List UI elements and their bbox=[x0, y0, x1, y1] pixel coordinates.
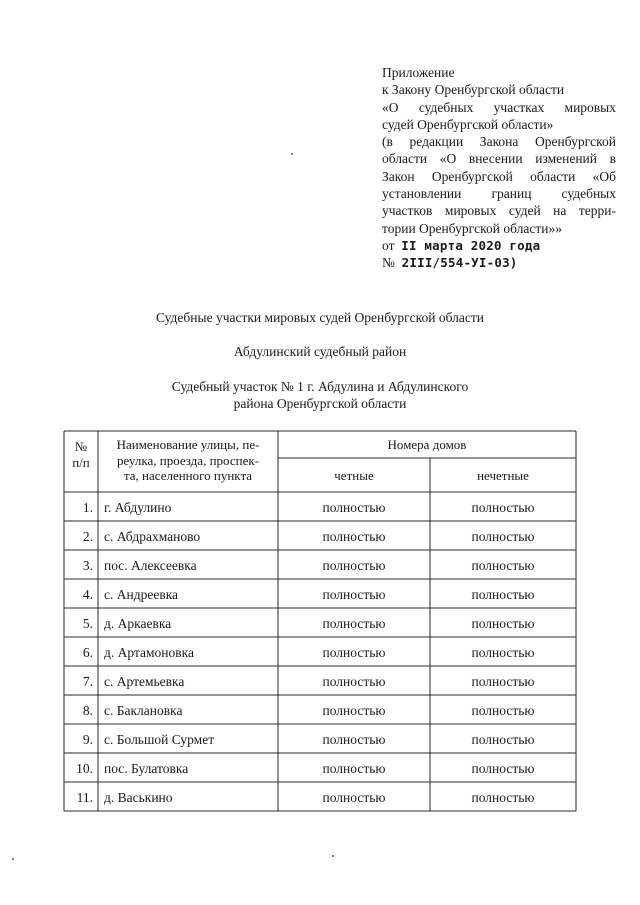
row-name: пос. Булатовка bbox=[104, 761, 189, 776]
row-name: г. Абдулино bbox=[104, 500, 172, 515]
row-odd: полностью bbox=[471, 645, 535, 660]
header-name bbox=[98, 437, 278, 484]
row-number: 6. bbox=[82, 645, 93, 660]
date-value: II марта 2020 года bbox=[401, 237, 541, 253]
row-odd: полностью bbox=[471, 616, 535, 631]
row-name: д. Артамоновка bbox=[104, 645, 194, 660]
row-name: с. Баклановка bbox=[104, 703, 183, 718]
header-house-numbers: Номера домов bbox=[387, 437, 467, 452]
header-name-line1: Наименование улицы, пе- bbox=[116, 437, 260, 452]
row-odd: полностью bbox=[471, 732, 535, 747]
appendix-line: тории Оренбургской области»» bbox=[382, 220, 562, 236]
row-odd: полностью bbox=[471, 674, 535, 689]
appendix-line: участков мировых судей на терри- bbox=[382, 203, 616, 219]
row-odd: полностью bbox=[471, 761, 535, 776]
header-name-line2: реулка, проезда, проспек- bbox=[116, 452, 259, 468]
row-name: д. Васькино bbox=[104, 790, 173, 805]
row-even: полностью bbox=[322, 587, 386, 602]
section-heading-line2: района Оренбургской области bbox=[233, 396, 407, 411]
row-name: с. Андреевка bbox=[104, 587, 179, 602]
appendix-line: (в редакции Закона Оренбургской bbox=[382, 134, 616, 150]
header-even: четные bbox=[334, 468, 374, 483]
row-odd: полностью bbox=[471, 703, 535, 718]
row-odd: полностью bbox=[471, 790, 535, 805]
row-number: 5. bbox=[82, 616, 93, 631]
district-heading: Абдулинский судебный район bbox=[233, 344, 407, 359]
scan-speck bbox=[12, 858, 14, 860]
row-number: 4. bbox=[82, 587, 93, 602]
row-odd: полностью bbox=[471, 500, 535, 515]
row-number: 3. bbox=[82, 558, 93, 573]
appendix-line: области «О внесении изменений в bbox=[382, 151, 616, 167]
appendix-line: Закон Оренбургской области «Об bbox=[382, 168, 616, 184]
scan-speck bbox=[332, 855, 334, 857]
row-number: 2. bbox=[82, 529, 93, 544]
date-prefix: от bbox=[382, 237, 395, 253]
appendix-line: «О судебных участках мировых bbox=[382, 99, 616, 115]
row-name: д. Аркаевка bbox=[104, 616, 172, 631]
scan-speck bbox=[291, 153, 293, 155]
row-number: 7. bbox=[82, 674, 93, 689]
row-number: 1. bbox=[82, 500, 93, 515]
appendix-line: судей Оренбургской области» bbox=[382, 116, 554, 132]
header-number-line1: № bbox=[74, 439, 88, 454]
row-even: полностью bbox=[322, 703, 386, 718]
appendix-line: к Закону Оренбургской области bbox=[382, 82, 565, 98]
appendix-line: Приложение bbox=[382, 65, 455, 80]
row-number: 9. bbox=[82, 732, 93, 747]
row-even: полностью bbox=[322, 732, 386, 747]
header-name-line3: та, населенного пункта bbox=[123, 468, 253, 483]
row-number: 10. bbox=[76, 761, 93, 776]
row-even: полностью bbox=[322, 500, 386, 515]
row-even: полностью bbox=[322, 645, 386, 660]
row-name: пос. Алексеевка bbox=[104, 558, 197, 573]
row-name: с. Большой Сурмет bbox=[104, 732, 215, 747]
number-value: 2III/554-УI-03) bbox=[401, 255, 518, 271]
section-heading-line1: Судебный участок № 1 г. Абдулина и Абдулинского bbox=[171, 379, 469, 394]
row-even: полностью bbox=[322, 761, 386, 776]
row-even: полностью bbox=[322, 529, 386, 544]
row-odd: полностью bbox=[471, 529, 535, 544]
row-even: полностью bbox=[322, 790, 386, 805]
header-odd: нечетные bbox=[477, 468, 529, 483]
number-prefix: № bbox=[382, 255, 395, 271]
row-odd: полностью bbox=[471, 558, 535, 573]
row-even: полностью bbox=[322, 558, 386, 573]
row-name: с. Абдрахманово bbox=[104, 529, 201, 544]
document-title: Судебные участки мировых судей Оренбургской области bbox=[155, 310, 484, 325]
header-number bbox=[64, 439, 98, 470]
row-odd: полностью bbox=[471, 587, 535, 602]
row-number: 8. bbox=[82, 703, 93, 718]
row-name: с. Артемьевка bbox=[104, 674, 185, 689]
header-number-line2: п/п bbox=[72, 454, 90, 470]
row-even: полностью bbox=[322, 616, 386, 631]
appendix-line: установлении границ судебных bbox=[382, 186, 616, 202]
row-number: 11. bbox=[76, 790, 93, 805]
row-even: полностью bbox=[322, 674, 386, 689]
